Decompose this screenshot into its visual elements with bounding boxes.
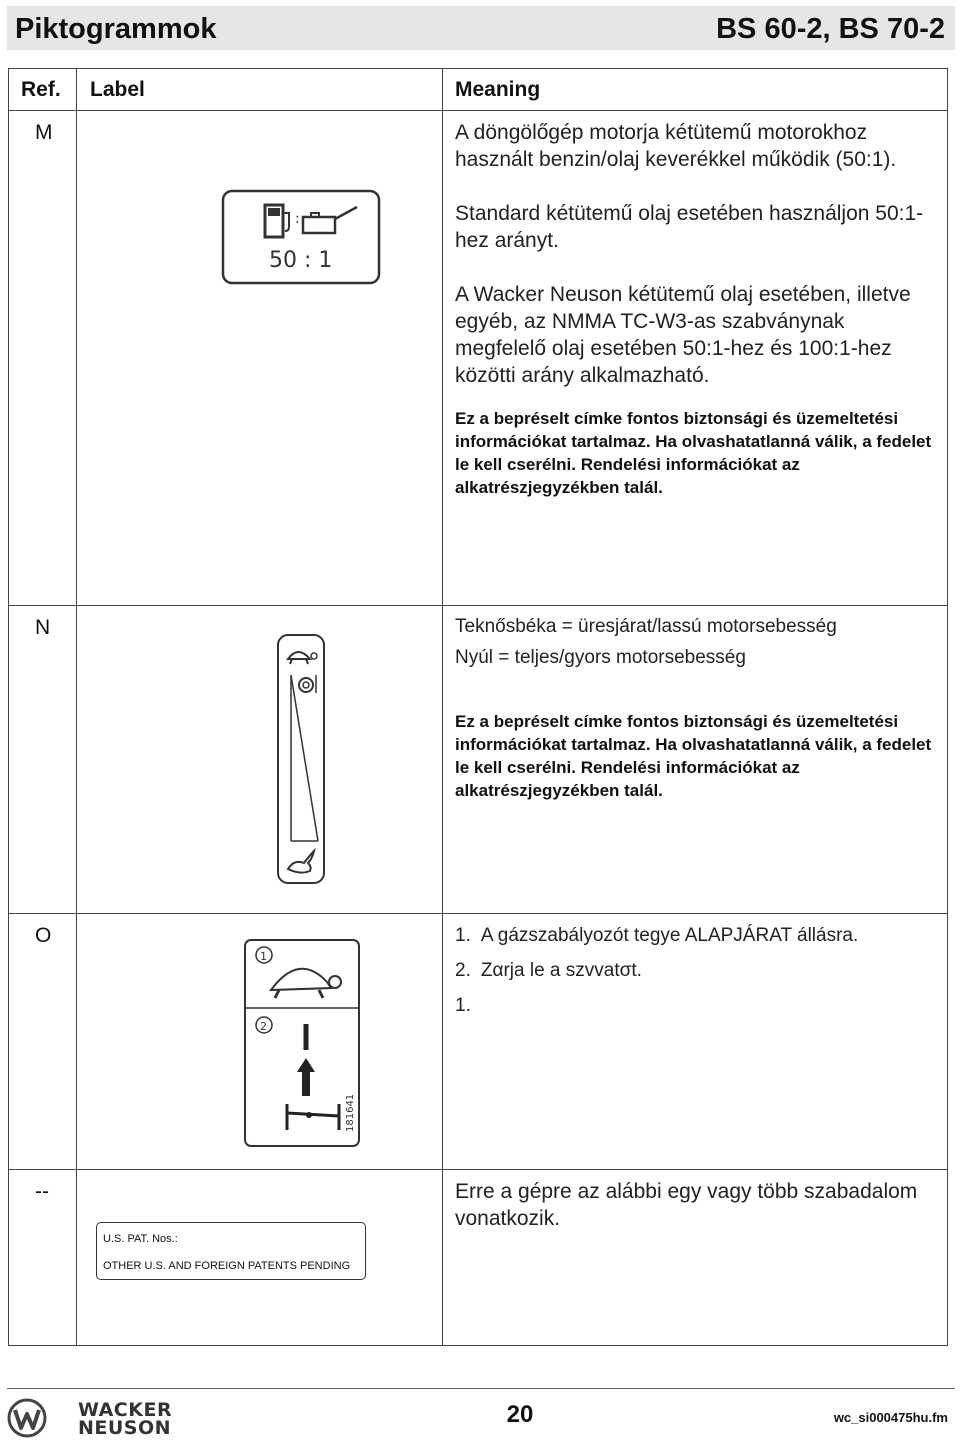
oil-can-icon [303, 207, 357, 233]
rabbit-icon [288, 851, 314, 873]
fuel-mix-label [77, 111, 443, 606]
meaning-line: Nyúl = teljes/gyors motorsebesség [455, 647, 746, 668]
table-row-o [9, 914, 948, 1170]
company-logo-text: WACKER NEUSON [78, 1399, 173, 1439]
patent-line: OTHER U.S. AND FOREIGN PATENTS PENDING [103, 1260, 351, 1272]
table-row-n [9, 606, 948, 914]
turtle-icon [288, 652, 317, 664]
fuel-oil-mix-decal [221, 189, 381, 285]
row-meaning [443, 914, 948, 1170]
svg-text:181641: 181641 [345, 1093, 356, 1132]
meaning-paragraph: A Wacker Neuson kétütemű olaj esetében, illetve egyéb, az NMMA TC-W3-as szabványnak megfelelő olaj esetében 50:1-hez és 100:1-hez közötti arány alkalmazható. [455, 283, 911, 387]
patent-decal [96, 1222, 366, 1280]
patent-line: U.S. PAT. Nos.: [103, 1233, 178, 1245]
document-id: wc_si000475hu.fm [833, 1410, 948, 1425]
throttle-speed-decal [276, 633, 326, 885]
svg-text:2: 2 [260, 1020, 267, 1033]
idle-procedure-label [77, 914, 443, 1170]
wacker-logo-icon [7, 1398, 47, 1438]
idle-choke-decal [243, 938, 361, 1148]
row-ref: N [9, 606, 77, 914]
meaning-paragraph: Standard kétütemű olaj esetében használjon 50:1-hez arányt. [455, 202, 924, 252]
fuel-pump-icon [265, 205, 289, 237]
meaning-paragraph: A döngölőgép motorja kétütemű motorokhoz használt benzin/olaj keverékkel működik (50:1). [455, 121, 897, 171]
column-header-ref: Ref. [9, 69, 77, 111]
column-header-meaning: Meaning [443, 69, 948, 111]
page-title: Piktogrammok [15, 13, 217, 45]
svg-text::: : [295, 211, 300, 227]
meaning-line: Teknősbéka = üresjárat/lassú motorsebesség [455, 616, 837, 637]
row-ref: M [9, 111, 77, 606]
list-item: 1. A gázszabályozót tegye ALAPJÁRAT állásra. [455, 925, 859, 946]
svg-text:50 : 1: 50 : 1 [269, 248, 333, 273]
row-meaning [443, 606, 948, 914]
row-meaning [443, 111, 948, 606]
list-item: 1. [455, 995, 471, 1016]
table-header-row [9, 69, 948, 111]
list-item: 2. Zαrja le a szvvatσt. [455, 960, 642, 981]
footer-divider [7, 1388, 955, 1389]
row-ref: O [9, 914, 77, 1170]
safety-note: Ez a bepréselt címke fontos biztonsági és üzemeltetési információkat tartalmaz. Ha olvashatatlanná válik, a fedelet le kell cserélni. Rendelési információkat az alkatrészjegyzékben talál. [455, 712, 932, 800]
column-header-label: Label [77, 69, 443, 111]
page-number: 20 [506, 1401, 534, 1428]
meaning-paragraph: Erre a gépre az alábbi egy vagy több szabadalom vonatkozik. [455, 1180, 918, 1230]
pictogram-table [8, 68, 948, 1346]
safety-note: Ez a bepréselt címke fontos biztonsági és üzemeltetési információkat tartalmaz. Ha olvashatatlanná válik, a fedelet le kell cserélni. Rendelési információkat az alkatrészjegyzékben talál. [455, 409, 932, 497]
row-ref: -- [9, 1170, 77, 1346]
turtle-icon [271, 969, 341, 998]
table-row-m [9, 111, 948, 606]
model-name: BS 60-2, BS 70-2 [716, 13, 945, 45]
page-header [7, 6, 955, 50]
throttle-label [77, 606, 443, 914]
row-meaning [443, 1170, 948, 1346]
svg-text:1: 1 [260, 950, 267, 963]
